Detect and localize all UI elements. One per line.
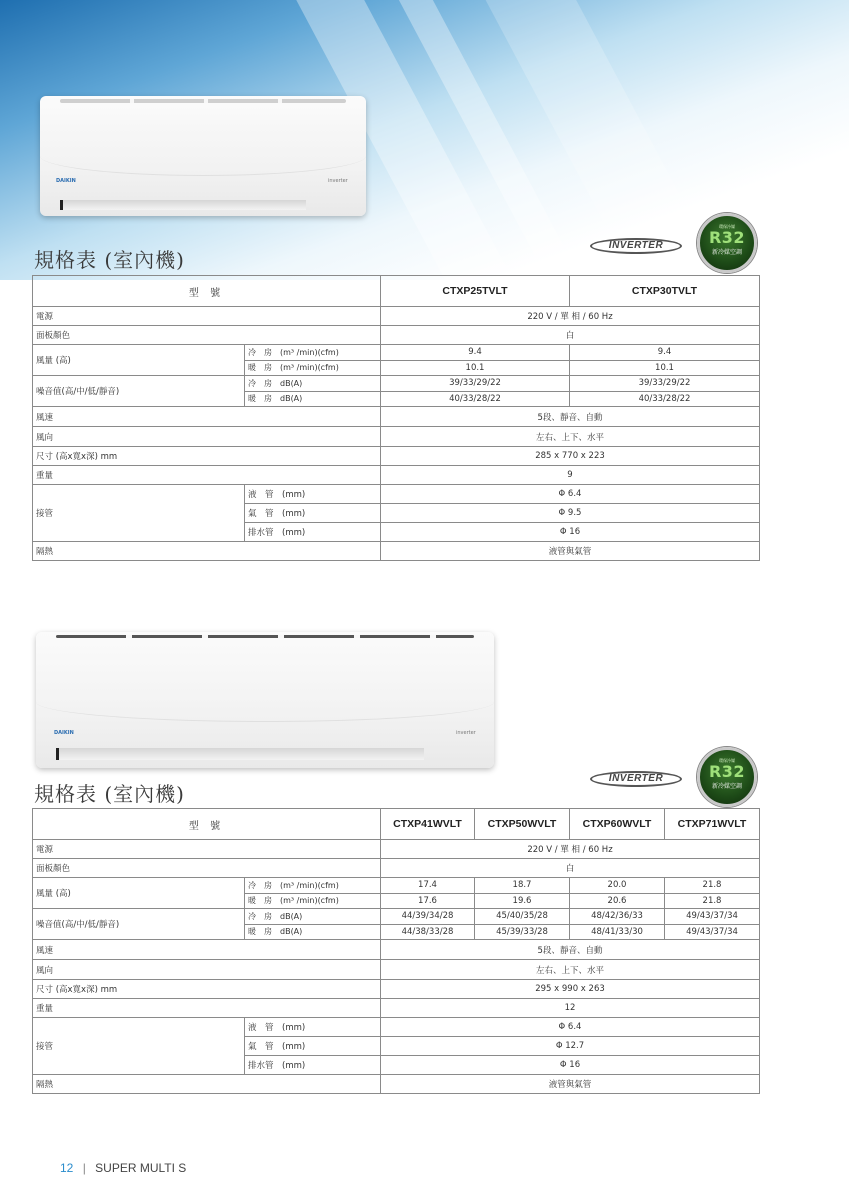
table-header-row [33,276,760,307]
table-row: 暖 房 (m³ /min)(cfm) 17.6 19.6 20.6 21.8 [33,893,760,909]
unit-vent [56,635,474,638]
model-label: 型 號 [33,809,381,840]
r32-badge-icon: 環保冷媒 R32 新冷媒空調 [697,213,757,273]
unit-model-logo: inverter [328,178,348,184]
table-row: 氣 管 (mm) Φ 9.5 [33,504,760,523]
unit-panel-curve [40,136,366,176]
table-row: 風量 (高) 冷 房 (m³ /min)(cfm) 9.4 9.4 [33,345,760,361]
table-row: 電源 220 V / 單 相 / 60 Hz [33,307,760,326]
table-row: 排水管 (mm) Φ 16 [33,523,760,542]
unit-louver [56,748,424,760]
table-row: 接管 液 管 (mm) Φ 6.4 [33,485,760,504]
table-row: 面板顏色 白 [33,326,760,345]
table-row: 重量 9 [33,466,760,485]
table-row: 隔熱 液管與氣管 [33,542,760,561]
model-name: CTXP71WVLT [665,809,760,840]
inverter-badge-icon: INVERTER [590,771,682,787]
unit-brand-logo: DAIKIN [56,178,76,184]
unit-vent [60,99,346,103]
unit-louver [60,200,306,210]
footer-separator: | [82,1161,86,1175]
table-header-row [33,809,760,840]
table-row: 風向 左右、上下、水平 [33,960,760,980]
table-row: 尺寸 (高x寬x深) mm 285 x 770 x 223 [33,447,760,466]
spec-table-1 [32,275,760,561]
table-row: 氣 管 (mm) Φ 12.7 [33,1037,760,1056]
table-row: 風量 (高) 冷 房 (m³ /min)(cfm) 17.4 18.7 20.0 21.8 [33,878,760,894]
model-name: CTXP41WVLT [381,809,475,840]
unit-brand-logo: DAIKIN [54,730,74,736]
ac-unit-image-2 [36,632,494,768]
table-row: 暖 房 dB(A) 44/38/33/28 45/39/33/28 48/41/33/30 49/43/37/34 [33,924,760,940]
inverter-badge-icon: INVERTER [590,238,682,254]
model-name: CTXP25TVLT [381,276,570,307]
page-footer [60,1161,186,1175]
table-row: 接管 液 管 (mm) Φ 6.4 [33,1018,760,1037]
table-row: 暖 房 (m³ /min)(cfm) 10.1 10.1 [33,360,760,376]
table-row: 尺寸 (高x寬x深) mm 295 x 990 x 263 [33,980,760,999]
page-number: 12 [60,1161,74,1175]
table-row: 風速 5段、靜音、自動 [33,407,760,427]
table-row: 噪音值(高/中/低/靜音) 冷 房 dB(A) 39/33/29/22 39/33/29/22 [33,376,760,392]
ac-unit-image-1 [40,96,366,216]
unit-panel-curve [36,682,494,722]
table-row: 暖 房 dB(A) 40/33/28/22 40/33/28/22 [33,391,760,407]
table-row: 重量 12 [33,999,760,1018]
table-row: 隔熱 液管與氣管 [33,1075,760,1094]
model-name: CTXP60WVLT [570,809,665,840]
model-label: 型 號 [33,276,381,307]
spec-table-2 [32,808,760,1094]
model-name: CTXP30TVLT [570,276,760,307]
table-row: 電源 220 V / 單 相 / 60 Hz [33,840,760,859]
r32-badge-icon: 環保冷媒 R32 新冷媒空調 [697,747,757,807]
unit-model-logo: inverter [456,730,476,736]
table-row: 面板顏色 白 [33,859,760,878]
series-name: SUPER MULTI S [95,1161,187,1175]
table-row: 排水管 (mm) Φ 16 [33,1056,760,1075]
model-name: CTXP50WVLT [475,809,570,840]
table-row: 風速 5段、靜音、自動 [33,940,760,960]
table-row: 風向 左右、上下、水平 [33,427,760,447]
section-title-2: 規格表 (室內機) [34,782,185,806]
section-title-1: 規格表 (室內機) [34,248,185,272]
table-row: 噪音值(高/中/低/靜音) 冷 房 dB(A) 44/39/34/28 45/40/35/28 48/42/36/33 49/43/37/34 [33,909,760,925]
